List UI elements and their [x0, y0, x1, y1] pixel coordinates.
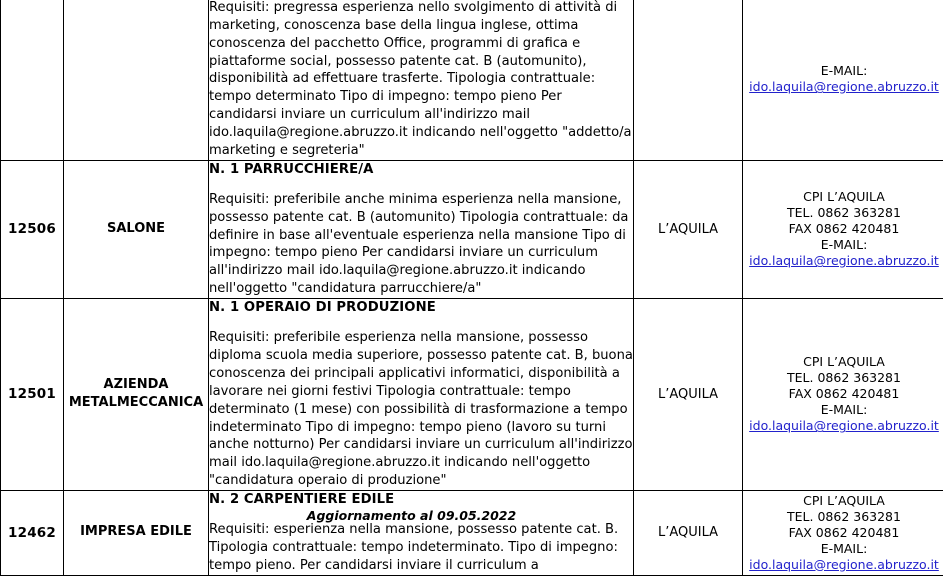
row-company: AZIENDA METALMECCANICA: [69, 377, 203, 411]
row-contact-cell: [743, 299, 943, 491]
contact-email-link[interactable]: ido.laquila@regione.abruzzo.it: [749, 557, 939, 572]
row-location-cell: [634, 299, 743, 491]
footer-update-note: Aggiornamento al 09.05.2022: [0, 508, 943, 523]
row-code: 12501: [8, 386, 56, 402]
row-company: SALONE: [107, 221, 165, 236]
row-location-cell: [634, 490, 743, 575]
contact-email-link[interactable]: ido.laquila@regione.abruzzo.it: [749, 418, 939, 433]
row-company-cell: [64, 299, 209, 491]
contact-fax: FAX 0862 420481: [743, 221, 943, 237]
table-row: [1, 0, 943, 160]
table-row: [1, 299, 943, 491]
contact-email-label: E-MAIL:: [743, 237, 943, 253]
row-description-body: Requisiti: preferibile esperienza nella mansione, possesso diploma scuola media superiore, possesso patente cat. B, buona conoscenza dei principali applicativi informatici, disponibilità a lavorare nei giorni festivi Tipologia contrattuale: tempo determinato (1 mese) con possibilità di trasformazione a tempo indeterminato Tipo di impegno: tempo pieno (lavoro su turni anche notturno) Per candidarsi inviare un curriculum all'indirizzo mail ido.laquila@regione.abruzzo.it indicando nell'oggetto "candidatura operaio di produzione": [209, 329, 633, 490]
row-description-body: Requisiti: preferibile anche minima esperienza nella mansione, possesso patente cat. B (automunito) Tipologia contrattuale: da definire in base all'eventuale esperienza nella mansione Tipo di impegno: tempo pieno Per candidarsi inviare un curriculum all'indirizzo mail ido.laquila@regione.abruzzo.it indicando nell'oggetto "candidatura parrucchiere/a": [209, 191, 633, 298]
row-company-cell: [64, 490, 209, 575]
row-job-title: N. 1 OPERAIO DI PRODUZIONE: [209, 299, 633, 316]
row-code: 12506: [8, 221, 56, 237]
row-description-cell: [209, 299, 634, 491]
contact-tel: TEL. 0862 363281: [743, 509, 943, 525]
row-company-cell: [64, 0, 209, 160]
contact-office: CPI L’AQUILA: [743, 493, 943, 509]
contact-email-link[interactable]: ido.laquila@regione.abruzzo.it: [749, 253, 939, 268]
row-description-cell: [209, 0, 634, 160]
row-code-cell: [1, 0, 64, 160]
row-code-cell: [1, 299, 64, 491]
row-contact-cell: [743, 490, 943, 575]
row-contact-cell: [743, 160, 943, 298]
row-description-body: Requisiti: esperienza nella mansione, possesso patente cat. B. Tipologia contrattuale: tempo indeterminato. Tipo di impegno: tempo pieno. Per candidarsi inviare il curriculum a: [209, 521, 633, 575]
row-job-title: N. 1 PARRUCCHIERE/A: [209, 161, 633, 178]
row-contact-cell: [743, 0, 943, 160]
contact-email-label: E-MAIL:: [743, 541, 943, 557]
row-code: 12462: [8, 525, 56, 541]
contact-email-label: E-MAIL:: [743, 63, 943, 79]
row-location: L’AQUILA: [658, 525, 718, 540]
row-company: IMPRESA EDILE: [80, 524, 192, 539]
contact-office: CPI L’AQUILA: [743, 189, 943, 205]
row-location: L’AQUILA: [658, 387, 718, 402]
table-row: [1, 490, 943, 575]
contact-tel: TEL. 0862 363281: [743, 370, 943, 386]
contact-email-link[interactable]: ido.laquila@regione.abruzzo.it: [749, 79, 939, 94]
contact-fax: FAX 0862 420481: [743, 386, 943, 402]
row-code-cell: [1, 490, 64, 575]
row-location: L’AQUILA: [658, 222, 718, 237]
row-location-cell: [634, 160, 743, 298]
row-description-cell: [209, 160, 634, 298]
contact-email-label: E-MAIL:: [743, 402, 943, 418]
contact-office: CPI L’AQUILA: [743, 354, 943, 370]
row-job-title: N. 2 CARPENTIERE EDILE: [209, 491, 633, 508]
row-company-cell: [64, 160, 209, 298]
row-description-body: Requisiti: pregressa esperienza nello svolgimento di attività di marketing, conoscenza base della lingua inglese, ottima conoscenza del pacchetto Office, programmi di grafica e piattaforme social, possesso patente cat. B (automunito), disponibilità ad effettuare trasferte. Tipologia contrattuale: tempo determinato Tipo di impegno: tempo pieno Per candidarsi inviare un curriculum all'indirizzo mail ido.laquila@regione.abruzzo.it indicando nell'oggetto "addetto/a marketing e segreteria": [209, 0, 633, 160]
row-code-cell: [1, 160, 64, 298]
row-location-cell: [634, 0, 743, 160]
row-description-cell: [209, 490, 634, 575]
contact-fax: FAX 0862 420481: [743, 525, 943, 541]
contact-tel: TEL. 0862 363281: [743, 205, 943, 221]
table-row: [1, 160, 943, 298]
